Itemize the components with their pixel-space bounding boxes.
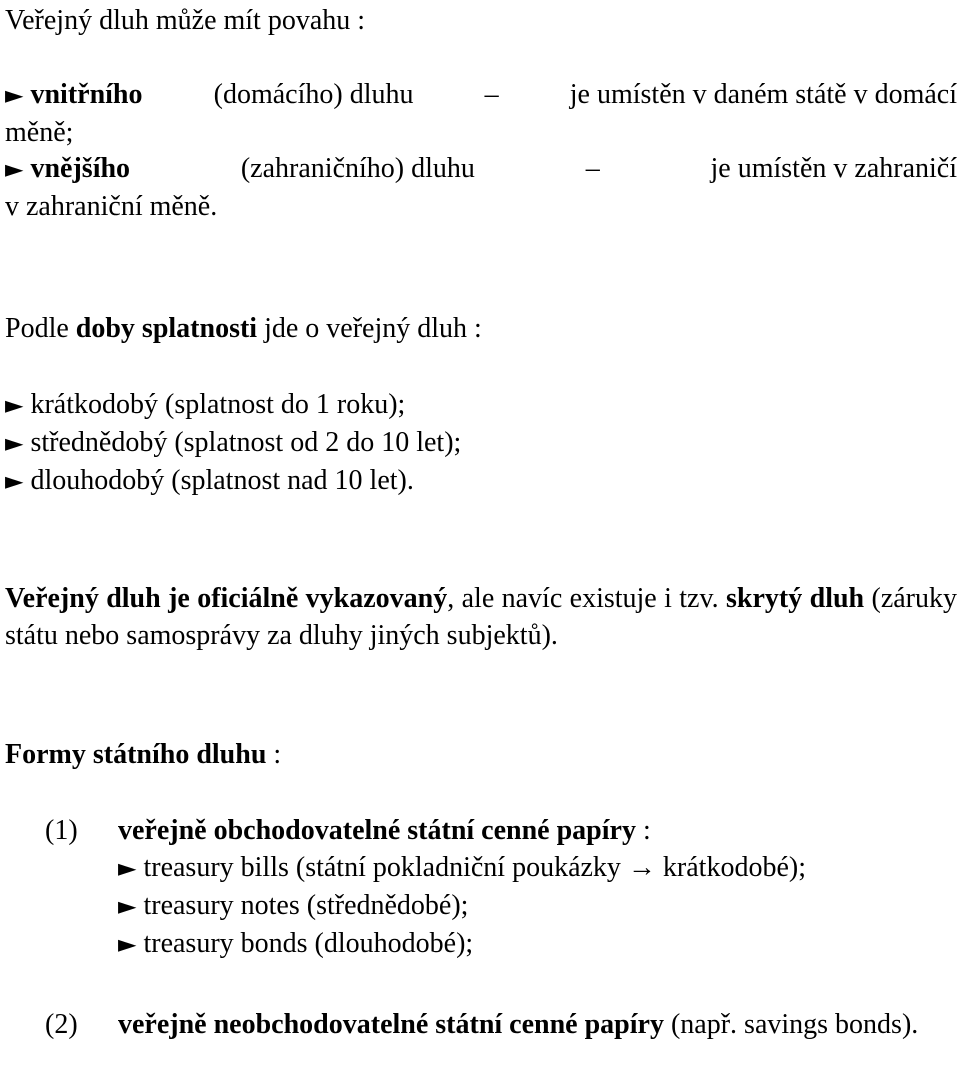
internal-debt-continuation: měně; xyxy=(5,117,74,148)
form-item-2-text xyxy=(118,1006,957,1043)
external-debt-term: vnějšího xyxy=(30,153,131,184)
debt-forms-intro-bold: Formy státního dluhu xyxy=(5,739,267,770)
internal-debt-rest-b: je umístěn v daném státě v domácí xyxy=(569,79,957,110)
hidden-debt-paragraph xyxy=(5,580,957,654)
internal-debt-dash: – xyxy=(484,79,499,110)
form-item-2-bold: veřejně neobchodovatelné státní cenné papíry xyxy=(118,1009,664,1040)
list-item: ► treasury bills (státní pokladniční poukázky → krátkodobé); xyxy=(118,852,806,883)
external-debt-rest-a: (zahraničního) dluhu xyxy=(240,153,475,184)
maturity-intro xyxy=(5,310,482,347)
bullet-icon: ► xyxy=(118,854,137,882)
debt-nature-intro: Veřejný dluh může mít povahu : xyxy=(5,5,366,36)
hidden-debt-bold: skrytý dluh xyxy=(726,583,865,614)
bullet-icon: ► xyxy=(5,467,24,495)
list-item: ► krátkodobý (splatnost do 1 roku); xyxy=(5,389,406,420)
official-debt-text: , ale navíc existuje i tzv. xyxy=(447,583,719,614)
internal-debt-term: vnitřního xyxy=(30,79,143,110)
external-debt-continuation: v zahraniční měně. xyxy=(5,191,218,222)
bullet-icon: ► xyxy=(5,429,24,457)
external-debt-item xyxy=(5,150,957,225)
official-debt-bold: Veřejný dluh je oficiálně vykazovaný xyxy=(5,583,448,614)
list-item: ► dlouhodobý (splatnost nad 10 let). xyxy=(5,465,414,496)
debt-forms-intro-rest: : xyxy=(273,739,282,770)
bullet-icon: ► xyxy=(118,930,137,958)
list-item: ► treasury notes (střednědobé); xyxy=(118,890,469,921)
form-item-2 xyxy=(5,1006,957,1086)
form-item-2-number: (2) xyxy=(45,1009,78,1040)
bullet-icon: ► xyxy=(5,391,24,419)
internal-debt-rest-a: (domácího) dluhu xyxy=(213,79,414,110)
debt-forms-intro xyxy=(5,736,281,773)
form-item-1 xyxy=(5,812,957,972)
external-debt-rest-b: je umístěn v zahraničí xyxy=(710,153,957,184)
list-item: ► treasury bonds (dlouhodobé); xyxy=(118,928,474,959)
hidden-debt-text: (záruky státu nebo samosprávy za dluhy jiných subjektů). xyxy=(5,583,958,651)
form-item-1-number: (1) xyxy=(45,815,78,846)
maturity-intro-bold: doby splatnosti xyxy=(75,313,258,344)
bullet-icon: ► xyxy=(5,81,24,109)
maturity-list xyxy=(5,386,461,500)
maturity-intro-a: Podle xyxy=(5,313,69,344)
form-item-1-title xyxy=(118,812,957,849)
maturity-intro-b: jde o veřejný dluh : xyxy=(264,313,482,344)
bullet-icon: ► xyxy=(5,155,24,183)
external-debt-dash: – xyxy=(585,153,600,184)
form-item-1-bold: veřejně obchodovatelné státní cenné papíry xyxy=(118,815,636,846)
internal-debt-item xyxy=(5,76,957,151)
bullet-icon: ► xyxy=(118,892,137,920)
form-item-1-rest: : xyxy=(642,815,651,846)
list-item: ► střednědobý (splatnost od 2 do 10 let); xyxy=(5,427,462,458)
form-item-2-rest: (např. savings bonds). xyxy=(670,1009,919,1040)
